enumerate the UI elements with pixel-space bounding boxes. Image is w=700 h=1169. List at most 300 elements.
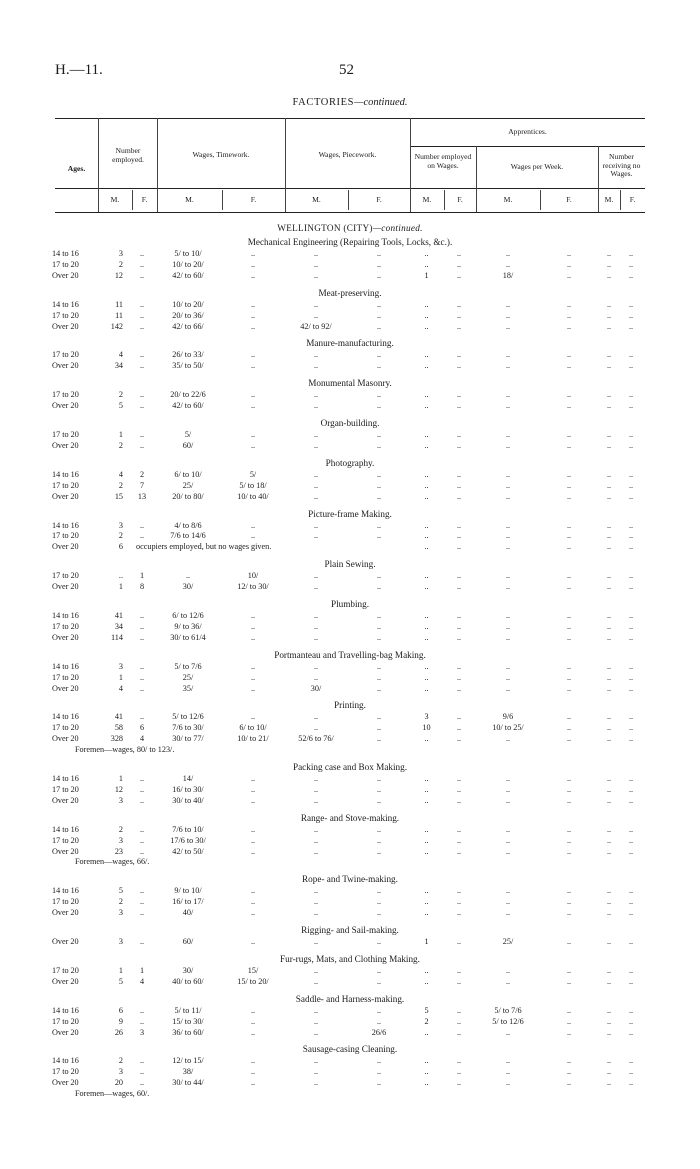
- timework-male-cell: 9/ to 36/: [174, 621, 202, 631]
- section-heading: Range- and Stove-making.: [300, 812, 400, 823]
- piecework-female-cell: ..: [376, 632, 382, 642]
- no-wages-male-cell: ..: [606, 774, 612, 783]
- apprentice-male-wage-cell: ..: [505, 897, 511, 907]
- female-count-cell: ..: [139, 1016, 145, 1026]
- apprentice-female-count-cell: ..: [456, 683, 462, 693]
- apprentice-female-count-cell: ..: [456, 621, 462, 631]
- table-row: [0, 824, 700, 835]
- female-count-cell: 8: [139, 582, 145, 592]
- apprentice-male-count-cell: ..: [424, 321, 429, 331]
- apprentice-female-wage-cell: ..: [566, 937, 572, 946]
- piecework-female-cell: ..: [376, 259, 382, 269]
- table-title: FACTORIES—continued.: [292, 97, 408, 108]
- piecework-male-cell: ..: [313, 259, 319, 269]
- timework-female-cell: ..: [250, 350, 256, 360]
- age-cell: 17 to 20: [52, 1016, 79, 1026]
- apprentice-male-wage-cell: ..: [505, 491, 511, 501]
- apprentice-male-count-cell: ..: [424, 795, 429, 805]
- apprentice-female-wage-cell: ..: [566, 1016, 572, 1026]
- female-count-cell: ..: [139, 401, 145, 411]
- apprentice-female-wage-cell: ..: [566, 621, 572, 631]
- piecework-female-cell: ..: [376, 784, 382, 794]
- male-count-cell: 34: [114, 621, 123, 631]
- timework-male-cell: 30/ to 77/: [172, 734, 204, 744]
- female-count-cell: ..: [139, 430, 145, 439]
- no-wages-male-cell: ..: [606, 1078, 612, 1088]
- male-count-cell: ..: [118, 571, 123, 581]
- no-wages-female-cell: ..: [628, 249, 634, 258]
- apprentice-male-count-cell: ..: [424, 621, 429, 631]
- piecework-female-cell: ..: [376, 723, 382, 733]
- no-wages-male-cell: ..: [606, 430, 612, 439]
- apprentice-female-wage-cell: ..: [566, 361, 572, 371]
- age-cell: 14 to 16: [52, 824, 79, 834]
- apprentice-female-count-cell: ..: [456, 310, 462, 320]
- piecework-female-cell: ..: [376, 795, 382, 805]
- piecework-female-cell: ..: [376, 712, 382, 722]
- age-cell: Over 20: [52, 582, 79, 592]
- apprentice-male-wage-cell: ..: [505, 321, 511, 331]
- male-count-cell: 2: [118, 390, 123, 400]
- age-cell: Over 20: [52, 491, 79, 501]
- male-count-cell: 1: [118, 582, 123, 592]
- apprentice-male-count-cell: ..: [424, 784, 429, 794]
- male-count-cell: 4: [118, 469, 123, 479]
- no-wages-female-cell: ..: [628, 897, 634, 907]
- no-wages-male-cell: ..: [606, 937, 612, 946]
- header-wages-timework: Wages, Timework.: [192, 150, 250, 159]
- apprentice-male-count-cell: ..: [424, 824, 429, 834]
- timework-female-cell: ..: [250, 937, 256, 946]
- piecework-male-cell: ..: [313, 520, 319, 530]
- apprentice-male-wage-cell: ..: [505, 965, 511, 975]
- age-cell: Over 20: [52, 976, 79, 986]
- apprentice-male-count-cell: ..: [424, 976, 429, 986]
- apprentice-male-wage-cell: ..: [505, 469, 511, 479]
- no-wages-female-cell: ..: [628, 621, 634, 631]
- apprentice-female-wage-cell: ..: [566, 249, 572, 258]
- no-wages-male-cell: ..: [606, 621, 612, 631]
- male-count-cell: 3: [118, 795, 123, 805]
- timework-male-cell: 20/ to 36/: [172, 310, 204, 320]
- no-wages-female-cell: ..: [628, 846, 634, 856]
- timework-male-cell: 38/: [182, 1067, 194, 1077]
- age-cell: 14 to 16: [52, 299, 79, 309]
- apprentice-male-count-cell: ..: [424, 734, 429, 744]
- female-count-cell: ..: [139, 249, 145, 258]
- no-wages-female-cell: ..: [628, 723, 634, 733]
- header-f: F.: [629, 195, 636, 204]
- apprentice-female-count-cell: ..: [456, 571, 462, 581]
- section-heading: Monumental Masonry.: [308, 378, 392, 389]
- female-count-cell: 1: [139, 571, 145, 581]
- table-row: [0, 480, 700, 491]
- male-count-cell: 5: [118, 886, 123, 896]
- no-wages-female-cell: ..: [628, 712, 634, 722]
- timework-male-cell: 16/ to 30/: [172, 784, 204, 794]
- header-apprentices: Apprentices.: [508, 127, 547, 136]
- table-row: [0, 570, 700, 581]
- female-count-cell: ..: [139, 310, 145, 320]
- no-wages-male-cell: ..: [606, 321, 612, 331]
- piecework-female-cell: ..: [376, 491, 382, 501]
- apprentice-female-wage-cell: ..: [566, 491, 572, 501]
- apprentice-female-wage-cell: ..: [566, 350, 572, 360]
- timework-male-cell: ..: [185, 571, 191, 581]
- male-count-cell: 1: [118, 430, 123, 439]
- header-m: M.: [503, 195, 513, 204]
- age-cell: Over 20: [52, 321, 79, 331]
- female-count-cell: ..: [139, 886, 145, 896]
- timework-female-cell: ..: [250, 611, 256, 620]
- piecework-male-cell: 52/6 to 76/: [298, 734, 334, 744]
- timework-male-cell: 16/ to 17/: [172, 897, 204, 907]
- timework-female-cell: ..: [250, 249, 256, 258]
- female-count-cell: ..: [139, 795, 145, 805]
- piecework-female-cell: ..: [376, 350, 382, 360]
- piecework-male-cell: ..: [313, 350, 319, 360]
- male-count-cell: 3: [118, 908, 123, 918]
- table-row: [0, 621, 700, 632]
- apprentice-female-count-cell: ..: [456, 976, 462, 986]
- piecework-male-cell: ..: [313, 632, 319, 642]
- apprentice-female-count-cell: ..: [456, 1078, 462, 1088]
- apprentice-male-count-cell: ..: [424, 249, 429, 258]
- male-count-cell: 3: [118, 1067, 123, 1077]
- piecework-male-cell: ..: [313, 582, 319, 592]
- foremen-note-row: [0, 1088, 700, 1099]
- apprentice-female-count-cell: ..: [456, 542, 462, 552]
- apprentice-female-wage-cell: ..: [566, 310, 572, 320]
- age-cell: 14 to 16: [52, 886, 79, 896]
- male-count-cell: 2: [118, 480, 123, 490]
- apprentice-male-count-cell: ..: [424, 299, 429, 309]
- section-heading: Rope- and Twine-making.: [302, 874, 398, 885]
- timework-female-cell: ..: [250, 795, 256, 805]
- timework-female-cell: ..: [250, 430, 256, 439]
- no-wages-female-cell: ..: [628, 886, 634, 896]
- apprentice-male-wage-cell: ..: [505, 1027, 511, 1037]
- foremen-note-row: [0, 744, 700, 755]
- apprentice-male-count-cell: ..: [424, 480, 429, 490]
- piecework-male-cell: ..: [313, 531, 319, 541]
- no-wages-female-cell: ..: [628, 1067, 634, 1077]
- apprentice-female-count-cell: ..: [456, 712, 462, 722]
- apprentice-female-wage-cell: ..: [566, 774, 572, 783]
- table-row: [0, 784, 700, 795]
- female-count-cell: 1: [139, 965, 145, 975]
- header-ages: Ages.: [67, 164, 86, 173]
- table-row: [0, 711, 700, 722]
- female-count-cell: 13: [137, 491, 147, 501]
- male-count-cell: 3: [118, 249, 123, 258]
- no-wages-male-cell: ..: [606, 824, 612, 834]
- apprentice-male-count-cell: ..: [424, 350, 429, 360]
- apprentice-male-wage-cell: ..: [505, 734, 511, 744]
- no-wages-female-cell: ..: [628, 937, 634, 946]
- piecework-female-cell: ..: [376, 846, 382, 856]
- table-row: [0, 349, 700, 360]
- no-wages-female-cell: ..: [628, 784, 634, 794]
- no-wages-male-cell: ..: [606, 683, 612, 693]
- age-cell: Over 20: [52, 846, 79, 856]
- table-row: [0, 683, 700, 694]
- timework-male-cell: 4/ to 8/6: [174, 520, 202, 530]
- header-wages-piecework: Wages, Piecework.: [318, 150, 377, 159]
- age-cell: Over 20: [52, 937, 79, 946]
- section-heading: Organ-building.: [320, 418, 380, 428]
- no-wages-male-cell: ..: [606, 965, 612, 975]
- foremen-note: Foremen—wages, 66/.: [75, 857, 150, 867]
- male-count-cell: 11: [115, 299, 123, 309]
- timework-female-cell: ..: [250, 361, 256, 371]
- timework-male-cell: 10/ to 20/: [172, 299, 204, 309]
- timework-male-cell: 25/: [182, 672, 194, 682]
- timework-female-cell: ..: [250, 632, 256, 642]
- age-cell: Over 20: [52, 401, 79, 411]
- piecework-female-cell: ..: [376, 310, 382, 320]
- table-row: [0, 581, 700, 592]
- age-cell: Over 20: [52, 795, 79, 805]
- apprentice-female-count-cell: ..: [456, 430, 462, 439]
- apprentice-male-count-cell: ..: [424, 1067, 429, 1077]
- table-row: [0, 976, 700, 987]
- female-count-cell: ..: [139, 774, 145, 783]
- table-row: [0, 896, 700, 907]
- male-count-cell: 20: [114, 1078, 123, 1088]
- piecework-male-cell: ..: [313, 310, 319, 320]
- age-cell: Over 20: [52, 440, 79, 450]
- timework-female-cell: ..: [250, 1078, 256, 1088]
- no-wages-male-cell: ..: [606, 259, 612, 269]
- no-wages-female-cell: ..: [628, 672, 634, 682]
- apprentice-female-count-cell: ..: [456, 361, 462, 371]
- table-row: [0, 885, 700, 896]
- no-wages-female-cell: ..: [628, 632, 634, 642]
- timework-female-cell: ..: [250, 390, 256, 400]
- table-row: [0, 389, 700, 400]
- piecework-male-cell: ..: [313, 937, 319, 946]
- apprentice-male-wage-cell: ..: [505, 299, 511, 309]
- apprentice-male-wage-cell: ..: [505, 774, 511, 783]
- apprentice-female-wage-cell: ..: [566, 531, 572, 541]
- female-count-cell: ..: [139, 531, 145, 541]
- male-count-cell: 3: [118, 520, 123, 530]
- no-wages-male-cell: ..: [606, 310, 612, 320]
- apprentice-male-count-cell: ..: [424, 846, 429, 856]
- female-count-cell: ..: [139, 611, 145, 620]
- no-wages-male-cell: ..: [606, 469, 612, 479]
- table-row: [0, 672, 700, 683]
- apprentice-female-count-cell: ..: [456, 795, 462, 805]
- no-wages-male-cell: ..: [606, 571, 612, 581]
- timework-female-cell: ..: [250, 835, 256, 845]
- table-row: [0, 795, 700, 806]
- apprentice-female-count-cell: ..: [456, 582, 462, 592]
- timework-male-cell: 42/ to 60/: [172, 401, 204, 411]
- header-f: F.: [250, 195, 257, 204]
- apprentice-female-count-cell: ..: [456, 299, 462, 309]
- male-count-cell: 9: [118, 1016, 123, 1026]
- apprentice-female-count-cell: ..: [456, 1067, 462, 1077]
- male-count-cell: 3: [118, 937, 123, 946]
- apprentice-female-count-cell: ..: [456, 886, 462, 896]
- table-row: [0, 248, 700, 259]
- header-m: M.: [604, 195, 614, 204]
- age-cell: 14 to 16: [52, 611, 79, 620]
- apprentice-female-wage-cell: ..: [566, 520, 572, 530]
- apprentice-male-wage-cell: ..: [505, 672, 511, 682]
- timework-male-cell: 15/ to 30/: [172, 1016, 204, 1026]
- no-wages-male-cell: ..: [606, 520, 612, 530]
- apprentice-male-wage-cell: ..: [505, 259, 511, 269]
- timework-female-cell: 6/ to 10/: [239, 723, 267, 733]
- female-count-cell: ..: [139, 259, 145, 269]
- apprentice-female-wage-cell: ..: [566, 1078, 572, 1088]
- no-wages-male-cell: ..: [606, 401, 612, 411]
- apprentice-female-wage-cell: ..: [566, 542, 572, 552]
- age-cell: Over 20: [52, 1078, 79, 1088]
- timework-female-cell: 15/ to 20/: [237, 976, 269, 986]
- timework-male-cell: 5/ to 10/: [174, 249, 202, 258]
- apprentice-female-wage-cell: ..: [566, 661, 572, 671]
- apprentice-male-count-cell: ..: [424, 361, 429, 371]
- piecework-male-cell: ..: [313, 1027, 319, 1037]
- apprentice-female-count-cell: ..: [456, 632, 462, 642]
- age-cell: 17 to 20: [52, 531, 79, 541]
- age-cell: Over 20: [52, 908, 79, 918]
- female-count-cell: ..: [139, 683, 145, 693]
- apprentice-male-count-cell: ..: [424, 611, 429, 620]
- timework-male-cell: 7/6 to 14/6: [170, 531, 206, 541]
- no-wages-male-cell: ..: [606, 734, 612, 744]
- table-row: [0, 1005, 700, 1016]
- female-count-cell: ..: [139, 621, 145, 631]
- apprentice-male-wage-cell: ..: [505, 1067, 511, 1077]
- age-cell: 14 to 16: [52, 712, 79, 722]
- piecework-male-cell: ..: [313, 897, 319, 907]
- female-count-cell: ..: [139, 712, 145, 722]
- no-wages-male-cell: ..: [606, 723, 612, 733]
- apprentice-female-count-cell: ..: [456, 249, 462, 258]
- age-cell: 17 to 20: [52, 350, 79, 360]
- header-wages-per-week: Wages per Week.: [510, 162, 564, 171]
- timework-male-cell: 60/: [182, 440, 194, 450]
- timework-female-cell: ..: [250, 886, 256, 896]
- female-count-cell: 4: [139, 734, 145, 744]
- timework-male-cell: 9/ to 10/: [174, 886, 202, 896]
- table-row: [0, 491, 700, 502]
- timework-female-cell: ..: [250, 661, 256, 671]
- piecework-male-cell: ..: [313, 886, 319, 896]
- timework-male-cell: 40/: [182, 908, 194, 918]
- section-heading: Packing case and Box Making.: [292, 762, 408, 772]
- section-heading: Picture-frame Making.: [308, 508, 392, 519]
- piecework-male-cell: ..: [313, 672, 319, 682]
- section-heading: Plain Sewing.: [324, 559, 376, 570]
- foremen-note-row: [0, 856, 700, 867]
- apprentice-female-wage-cell: ..: [566, 734, 572, 744]
- male-count-cell: 11: [115, 310, 123, 320]
- timework-female-cell: 15/: [247, 965, 259, 975]
- timework-female-cell: ..: [250, 824, 256, 834]
- female-count-cell: ..: [139, 1067, 145, 1077]
- no-wages-female-cell: ..: [628, 611, 634, 620]
- apprentice-male-wage-cell: 5/ to 7/6: [494, 1005, 522, 1015]
- no-wages-male-cell: ..: [606, 632, 612, 642]
- male-count-cell: 6: [118, 542, 123, 552]
- apprentice-male-count-cell: ..: [424, 683, 429, 693]
- no-wages-male-cell: ..: [606, 542, 612, 552]
- timework-male-cell: 26/ to 33/: [172, 350, 204, 360]
- apprentice-male-count-cell: ..: [424, 1078, 429, 1088]
- no-wages-female-cell: ..: [628, 683, 634, 693]
- apprentice-male-wage-cell: ..: [505, 350, 511, 360]
- apprentice-male-wage-cell: ..: [505, 361, 511, 371]
- apprentice-male-count-cell: ..: [424, 672, 429, 682]
- age-cell: 17 to 20: [52, 897, 79, 907]
- timework-female-cell: 10/: [247, 571, 259, 581]
- timework-female-cell: ..: [250, 310, 256, 320]
- piecework-female-cell: ..: [376, 401, 382, 411]
- no-wages-male-cell: ..: [606, 886, 612, 896]
- apprentice-male-wage-cell: ..: [505, 430, 511, 439]
- apprentice-male-wage-cell: ..: [505, 661, 511, 671]
- timework-male-cell: 5/ to 7/6: [174, 661, 202, 671]
- no-wages-male-cell: ..: [606, 1005, 612, 1015]
- timework-male-cell: 42/ to 60/: [172, 270, 204, 280]
- section-heading: Manure-manufacturing.: [306, 338, 394, 349]
- table-row: [0, 936, 700, 947]
- apprentice-female-count-cell: ..: [456, 350, 462, 360]
- apprentice-male-wage-cell: ..: [505, 795, 511, 805]
- male-count-cell: 1: [118, 965, 123, 975]
- apprentice-female-count-cell: ..: [456, 440, 462, 450]
- female-count-cell: ..: [139, 672, 145, 682]
- piecework-male-cell: ..: [313, 390, 319, 400]
- male-count-cell: 26: [114, 1027, 123, 1037]
- section-heading: Saddle- and Harness-making.: [295, 993, 405, 1004]
- timework-male-cell: 40/ to 60/: [172, 976, 204, 986]
- apprentice-male-wage-cell: ..: [505, 571, 511, 581]
- table-row: [0, 400, 700, 411]
- piecework-male-cell: ..: [313, 401, 319, 411]
- table-row: [0, 722, 700, 733]
- male-count-cell: 6: [118, 1005, 123, 1015]
- no-wages-female-cell: ..: [628, 310, 634, 320]
- apprentice-male-wage-cell: ..: [505, 835, 511, 845]
- piecework-male-cell: ..: [313, 784, 319, 794]
- section-heading: Fur-rugs, Mats, and Clothing Making.: [280, 953, 420, 964]
- piecework-female-cell: ..: [376, 1016, 382, 1026]
- no-wages-male-cell: ..: [606, 390, 612, 400]
- timework-female-cell: ..: [250, 774, 256, 783]
- piecework-male-cell: ..: [313, 908, 319, 918]
- no-wages-male-cell: ..: [606, 897, 612, 907]
- apprentice-male-count-cell: ..: [424, 571, 429, 581]
- apprentice-female-count-cell: ..: [456, 784, 462, 794]
- no-wages-male-cell: ..: [606, 1016, 612, 1026]
- piecework-male-cell: ..: [313, 795, 319, 805]
- apprentice-female-wage-cell: ..: [566, 632, 572, 642]
- piecework-male-cell: ..: [313, 1056, 319, 1066]
- piecework-male-cell: ..: [313, 712, 319, 722]
- apprentice-female-wage-cell: ..: [566, 321, 572, 331]
- piecework-female-cell: ..: [376, 621, 382, 631]
- timework-male-cell: 25/: [182, 480, 194, 490]
- section-heading: Portmanteau and Travelling-bag Making.: [274, 649, 426, 660]
- age-cell: 17 to 20: [52, 1067, 79, 1077]
